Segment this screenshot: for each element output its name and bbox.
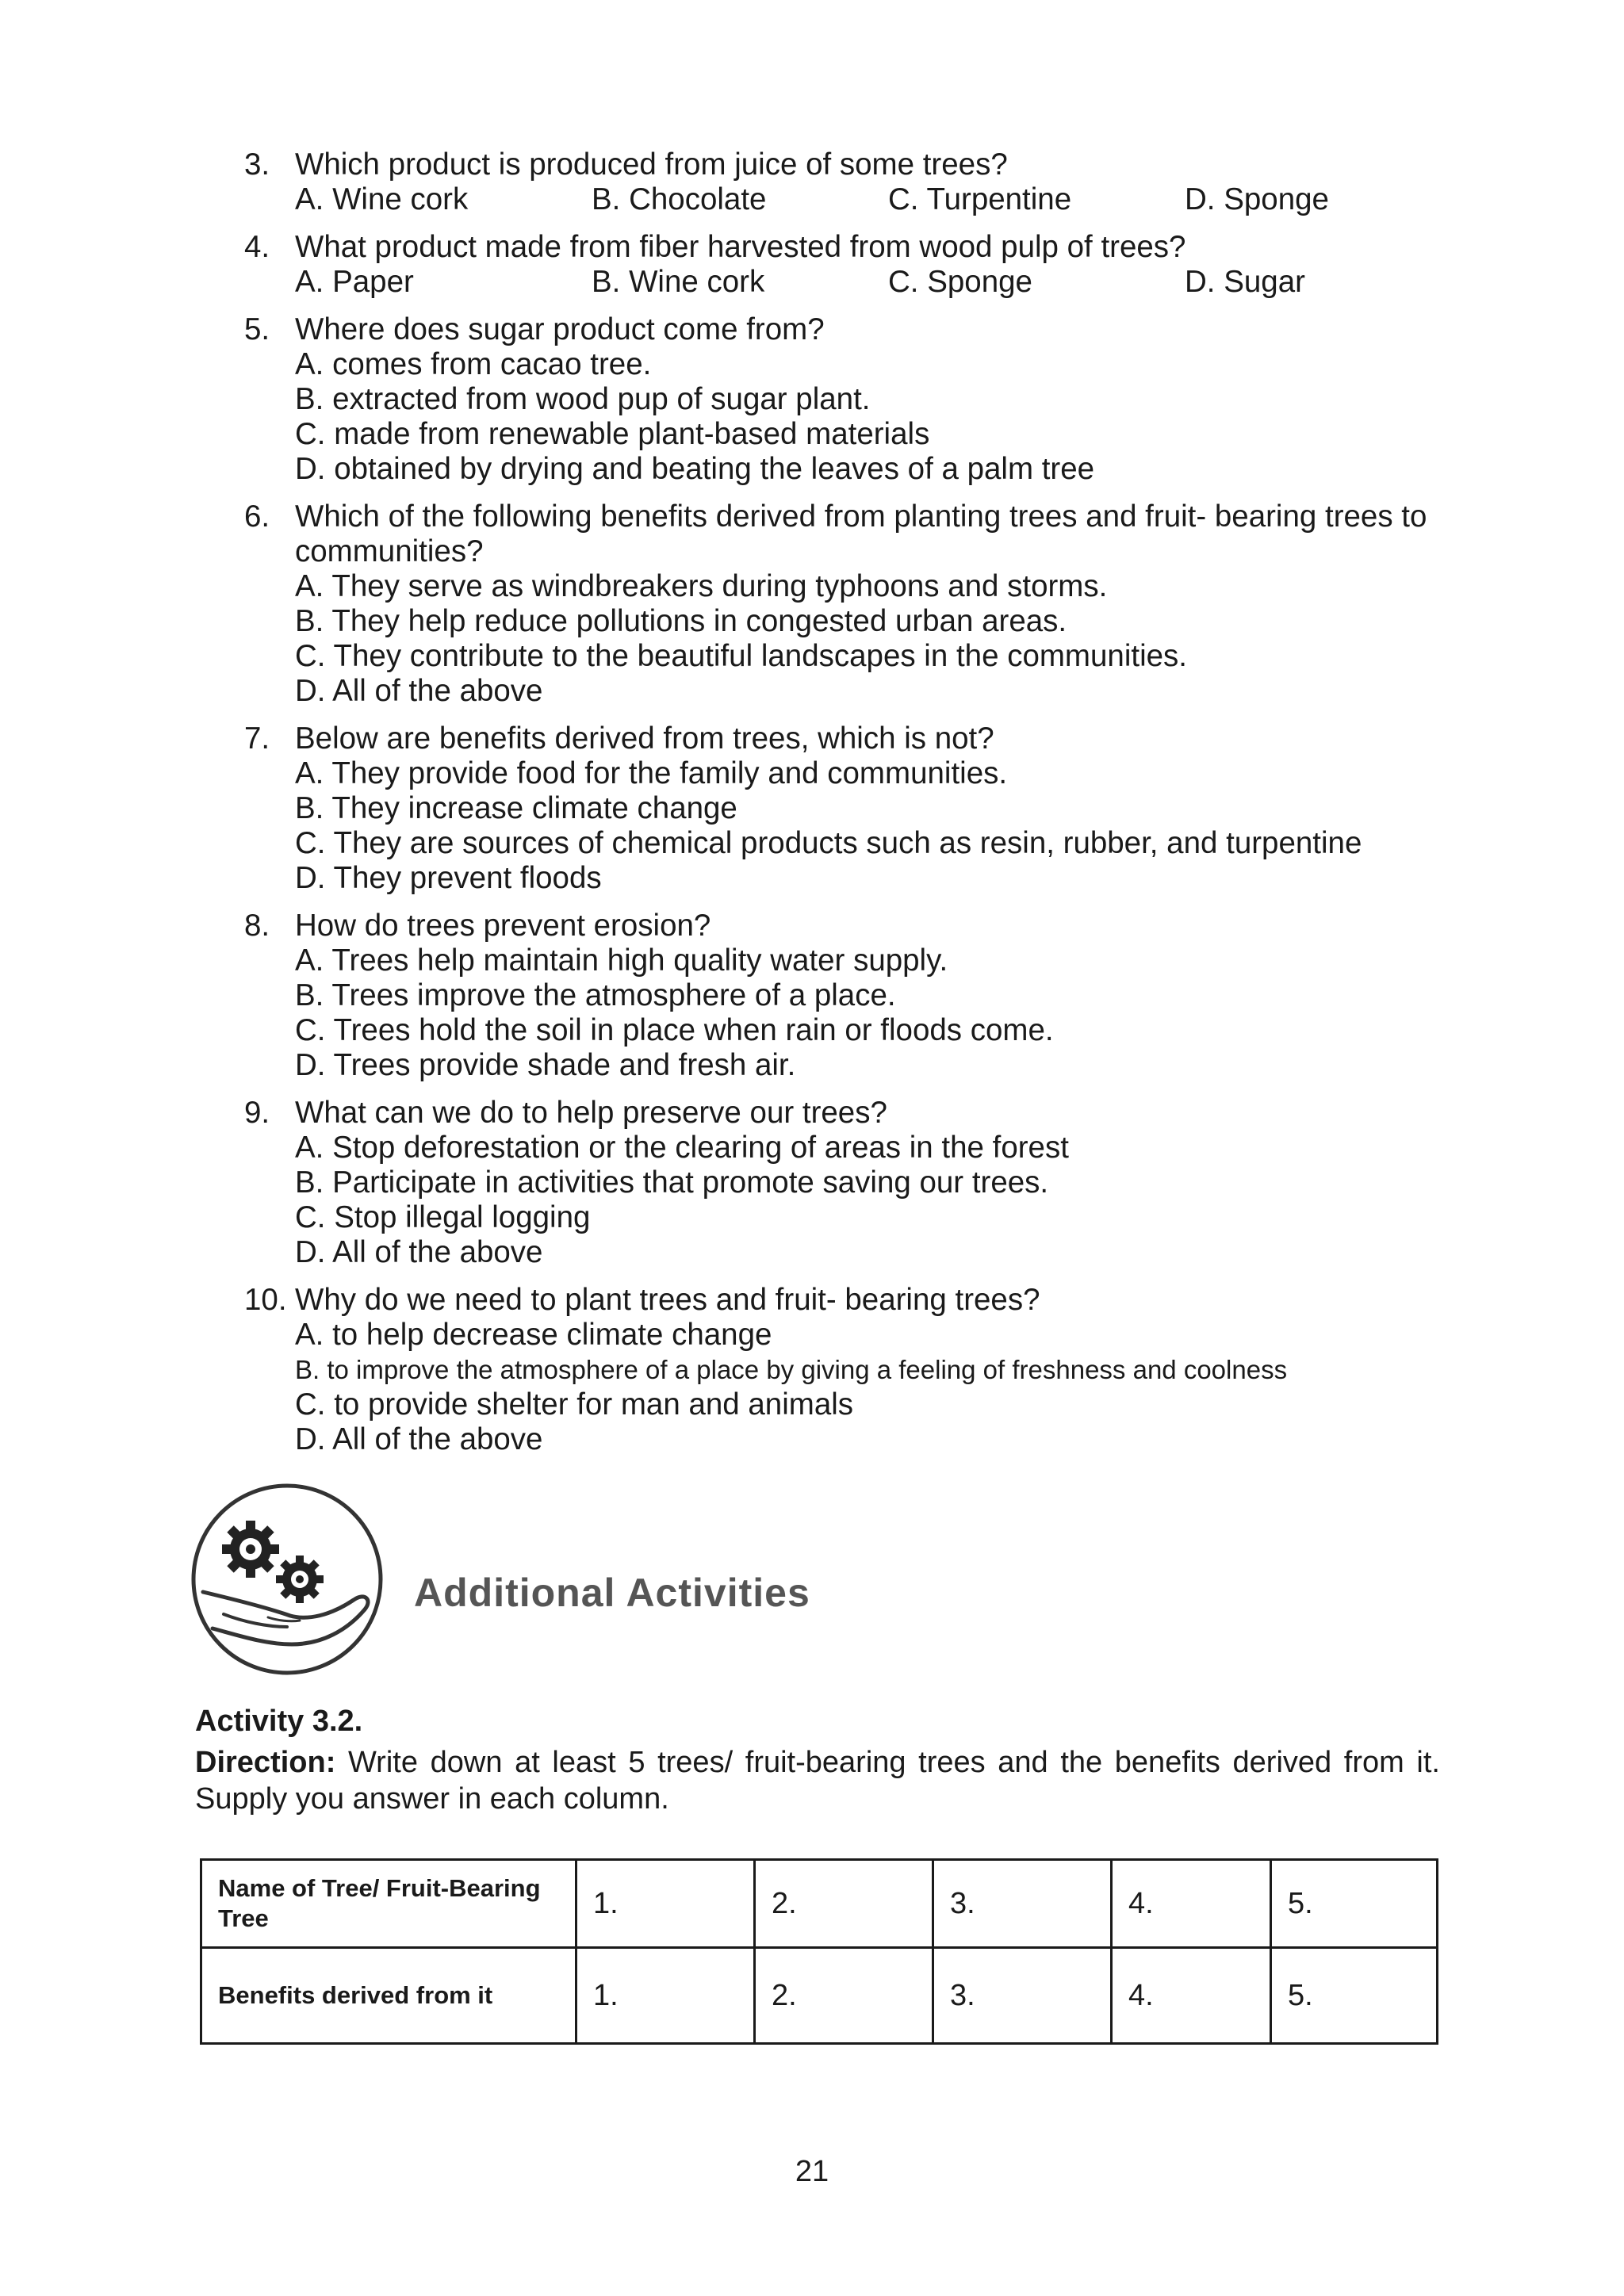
option-d: D. Sugar [1185, 265, 1305, 299]
question-7 [244, 721, 1450, 896]
option-c: C. They contribute to the beautiful landscapes in the communities. [295, 639, 1187, 673]
option-d: D. All of the above [295, 1235, 543, 1269]
question-number: 9. [244, 1096, 270, 1130]
option-b: B. extracted from wood pup of sugar plant. [295, 382, 871, 416]
option-b: B. to improve the atmosphere of a place by giving a feeling of freshness and coolness [295, 1355, 1288, 1384]
answer-cell[interactable]: 2. [755, 1860, 933, 1948]
answer-cell[interactable]: 5. [1271, 1948, 1438, 2044]
answer-cell[interactable]: 4. [1112, 1860, 1271, 1948]
direction-paragraph [195, 1744, 1440, 1817]
option-a: A. Trees help maintain high quality water supply. [295, 943, 948, 978]
options-row [295, 182, 1481, 217]
row-header: Benefits derived from it [201, 1948, 576, 2044]
question-number: 5. [244, 312, 270, 346]
question-text: How do trees prevent erosion? [295, 909, 711, 943]
question-5 [244, 312, 1450, 487]
question-number: 3. [244, 147, 270, 182]
answer-cell[interactable]: 3. [933, 1860, 1112, 1948]
section-title: Additional Activities [414, 1571, 810, 1615]
question-number: 8. [244, 909, 270, 943]
option-c: C. Turpentine [888, 182, 1072, 216]
page-number: 21 [795, 2155, 829, 2188]
option-c: C. to provide shelter for man and animals [295, 1387, 854, 1422]
option-d: D. All of the above [295, 674, 543, 708]
question-text: Which of the following benefits derived from planting trees and fruit- bearing trees to communities? [295, 499, 1427, 568]
question-text: What can we do to help preserve our trees? [295, 1096, 887, 1130]
option-b: B. They increase climate change [295, 791, 737, 825]
question-text: Where does sugar product come from? [295, 312, 825, 346]
option-d: D. They prevent floods [295, 861, 602, 895]
option-a: A. They serve as windbreakers during typhoons and storms. [295, 569, 1108, 603]
row-header: Name of Tree/ Fruit-Bearing Tree [201, 1860, 576, 1948]
question-3 [244, 147, 1450, 217]
option-a: A. comes from cacao tree. [295, 347, 652, 381]
table-row [201, 1948, 1438, 2044]
option-b: B. They help reduce pollutions in congested urban areas. [295, 604, 1067, 638]
option-b: B. Wine cork [592, 265, 765, 299]
option-a: A. Stop deforestation or the clearing of areas in the forest [295, 1131, 1069, 1165]
option-d: D. obtained by drying and beating the leaves of a palm tree [295, 452, 1095, 486]
option-b: B. Chocolate [592, 182, 767, 216]
question-10 [244, 1283, 1450, 1457]
answer-table [200, 1858, 1438, 2045]
additional-activities-header [189, 1481, 1457, 1687]
options-row [295, 265, 1481, 300]
answer-cell[interactable]: 5. [1271, 1860, 1438, 1948]
option-c: C. Sponge [888, 265, 1032, 299]
question-text: Why do we need to plant trees and fruit- bearing trees? [295, 1283, 1040, 1317]
option-c: C. made from renewable plant-based materials [295, 417, 930, 451]
option-c: C. Stop illegal logging [295, 1200, 591, 1234]
question-list [244, 147, 1450, 1470]
answer-cell[interactable]: 1. [576, 1948, 755, 2044]
option-a: A. Paper [295, 265, 414, 299]
table-row [201, 1860, 1438, 1948]
direction-text: Write down at least 5 trees/ fruit-bearing trees and the benefits derived from it. Supply you answer in each column. [195, 1746, 1440, 1816]
option-b: B. Participate in activities that promote saving our trees. [295, 1165, 1049, 1200]
answer-cell[interactable]: 4. [1112, 1948, 1271, 2044]
question-text: What product made from fiber harvested from wood pulp of trees? [295, 230, 1186, 264]
option-a: A. Wine cork [295, 182, 469, 216]
answer-cell[interactable]: 3. [933, 1948, 1112, 2044]
option-b: B. Trees improve the atmosphere of a place. [295, 978, 896, 1012]
answer-cell[interactable]: 1. [576, 1860, 755, 1948]
gears-hand-icon [189, 1481, 385, 1678]
question-text: Below are benefits derived from trees, which is not? [295, 721, 994, 756]
option-d: D. All of the above [295, 1422, 543, 1456]
question-6 [244, 499, 1450, 709]
question-8 [244, 909, 1450, 1083]
option-c: C. Trees hold the soil in place when rain or floods come. [295, 1013, 1054, 1047]
question-4 [244, 230, 1450, 300]
option-a: A. They provide food for the family and communities. [295, 756, 1008, 790]
option-d: D. Sponge [1185, 182, 1329, 216]
option-c: C. They are sources of chemical products such as resin, rubber, and turpentine [295, 826, 1362, 860]
direction-label: Direction: [195, 1746, 336, 1779]
activity-title: Activity 3.2. [195, 1705, 363, 1738]
question-text: Which product is produced from juice of some trees? [295, 147, 1008, 182]
question-number: 6. [244, 499, 270, 534]
question-number: 7. [244, 721, 270, 756]
question-number: 4. [244, 230, 270, 264]
option-a: A. to help decrease climate change [295, 1318, 772, 1352]
option-d: D. Trees provide shade and fresh air. [295, 1048, 796, 1082]
question-9 [244, 1096, 1450, 1270]
question-number: 10. [244, 1283, 287, 1317]
answer-cell[interactable]: 2. [755, 1948, 933, 2044]
